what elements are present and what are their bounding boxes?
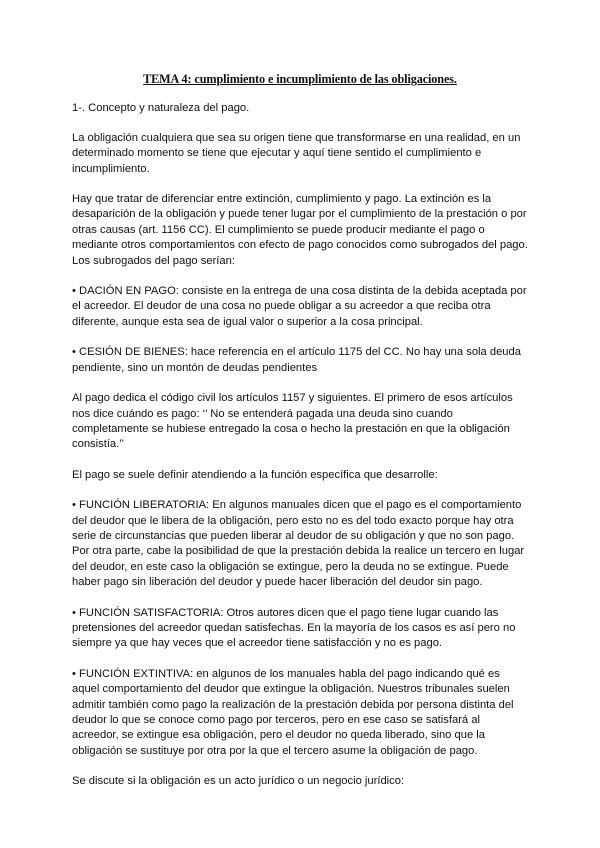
bullet-dacion-en-pago: • DACIÓN EN PAGO: consiste en la entrega de una cosa distinta de la debida aceptada por el acreedor. El deudor de una cosa no puede obligar a su acreedor a que reciba otra diferente, aunque esta sea de igual valor o superior a la cosa principal.: [72, 285, 527, 328]
paragraph-intro: La obligación cualquiera que sea su origen tiene que transformarse en una realidad, en un determinado momento se tiene que ejecutar y aquí tiene sentido el cumplimiento e incumplimiento.: [72, 131, 521, 175]
section-heading: 1-. Concepto y naturaleza del pago.: [72, 102, 250, 115]
bullet-funcion-satisfactoria: • FUNCIÓN SATISFACTORIA: Otros autores dicen que el pago tiene lugar cuando las pretensiones del acreedor quedan satisfechas. En la mayoría de los casos es así pero no siempre ya que hay veces que el acreedor tiene satisfacción y no es pago.: [72, 606, 516, 650]
paragraph-acto-o-negocio: Se discute si la obligación es un acto jurídico o un negocio jurídico:: [72, 775, 405, 788]
paragraph-extincion: Hay que tratar de diferenciar entre extinción, cumplimiento y pago. La extinción es la desaparición de la obligación y puede tener lugar por el cumplimiento de la prestación o por otras causas (art. 1156 CC). El cumplimiento se puede producir mediante el pago o mediante otros comportamientos con efecto de pago conocidos como subrogados del pago. Los subrogados del pago serían:: [72, 193, 528, 267]
bullet-cesion-de-bienes: • CESIÓN DE BIENES: hace referencia en el artículo 1175 del CC. No hay una sola deuda pendiente, sino un montón de deudas pendientes: [72, 346, 521, 374]
document-page: [72, 72, 528, 805]
bullet-funcion-liberatoria: • FUNCIÓN LIBERATORIA: En algunos manuales dicen que el pago es el comportamiento del deudor que le libera de la obligación, pero esto no es del todo exacto porque hay otra serie de circunstancias que pueden liberar al deudor de su obligación y que no son pago. Por otra parte, cabe la posibilidad de que la prestación debida la realice un tercero en lugar del deudor, en este caso la obligación se extingue, pero la deuda no se extingue. Puede haber pago sin liberación del deudor y puede hacer liberación del deudor sin pago.: [72, 499, 525, 589]
paragraph-articulo-1157: Al pago dedica el código civil los artículos 1157 y siguientes. El primero de esos artículos nos dice cuándo es pago: ‘’ No se entenderá pagada una deuda sino cuando completamente se hubiese entregado la cosa o hecho la prestación en que la obligación consistía.’’: [72, 392, 513, 451]
bullet-funcion-extintiva: • FUNCIÓN EXTINTIVA: en algunos de los manuales habla del pago indicando qué es aquel comportamiento del deudor que extingue la obligación. Nuestros tribunales suelen admitir también como pago la realización de la prestación debida por persona distinta del deudor lo que se conoce como pago por terceros, pero en ese caso se satisfará al acreedor, se extingue esa obligación, pero el deudor no queda liberado, sino que la obligación se sustituye por otra por la que el tercero asume la obligación de pago.: [72, 667, 514, 757]
document-title: TEMA 4: cumplimiento e incumplimiento de las obligaciones.: [143, 72, 457, 86]
paragraph-definicion-pago: El pago se suele definir atendiendo a la función específica que desarrolle:: [72, 468, 438, 481]
